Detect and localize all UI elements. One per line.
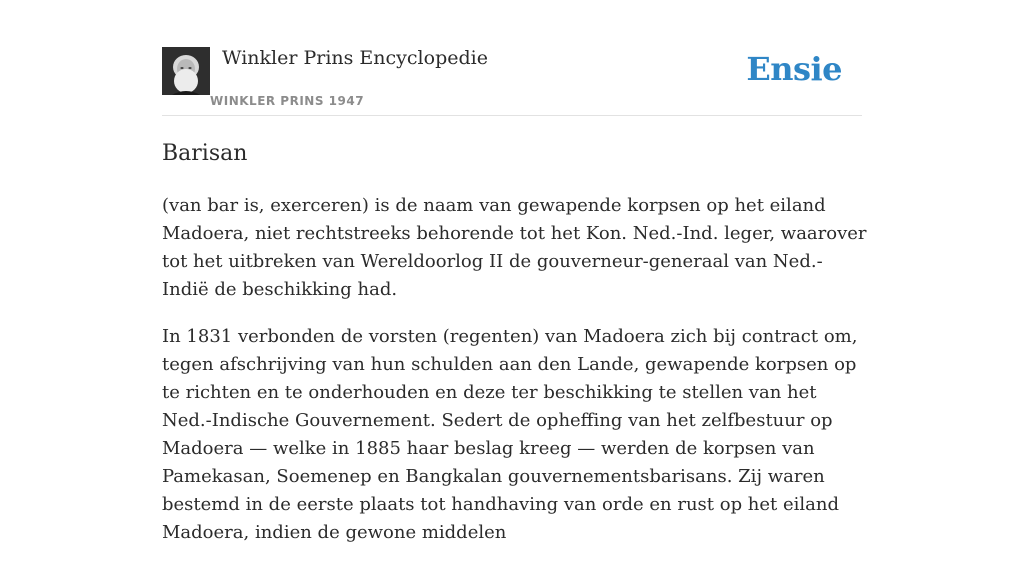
article-paragraph: (van bar is, exerceren) is de naam van gewapende korpsen op het eiland Madoera, niet rechtstreeks behorende tot het Kon. Ned.-Ind. leger, waarover tot het uitbreken van Wereldoorlog II de gouverneur-generaal van Ned.-Indië de beschikking had. bbox=[162, 195, 867, 300]
article-paragraph: In 1831 verbonden de vorsten (regenten) van Madoera zich bij contract om, tegen afschrijving van hun schulden aan den Lande, gewapende korpsen op te richten en te onderhouden en deze ter beschikking te stellen van het Ned.-Indische Gouvernement. Sedert de opheffing van het zelfbestuur op Madoera — welke in 1885 haar beslag kreeg — werden de korpsen van Pamekasan, Soemenep en Bangkalan gouvernementsbarisans. Zij waren bestemd in de eerste plaats tot handhaving van orde en rust op het eiland Madoera, indien de gewone middelen bbox=[162, 326, 858, 543]
edition-subtitle[interactable]: WINKLER PRINS 1947 bbox=[210, 94, 365, 108]
site-header bbox=[162, 0, 862, 116]
article-title: Barisan bbox=[162, 141, 248, 166]
ensie-logo[interactable]: Ensie bbox=[746, 50, 842, 88]
author-avatar[interactable] bbox=[162, 47, 210, 95]
site-title[interactable]: Winkler Prins Encyclopedie bbox=[222, 47, 488, 69]
content-container bbox=[162, 0, 867, 543]
article-body bbox=[162, 192, 867, 566]
portrait-icon bbox=[162, 47, 210, 95]
